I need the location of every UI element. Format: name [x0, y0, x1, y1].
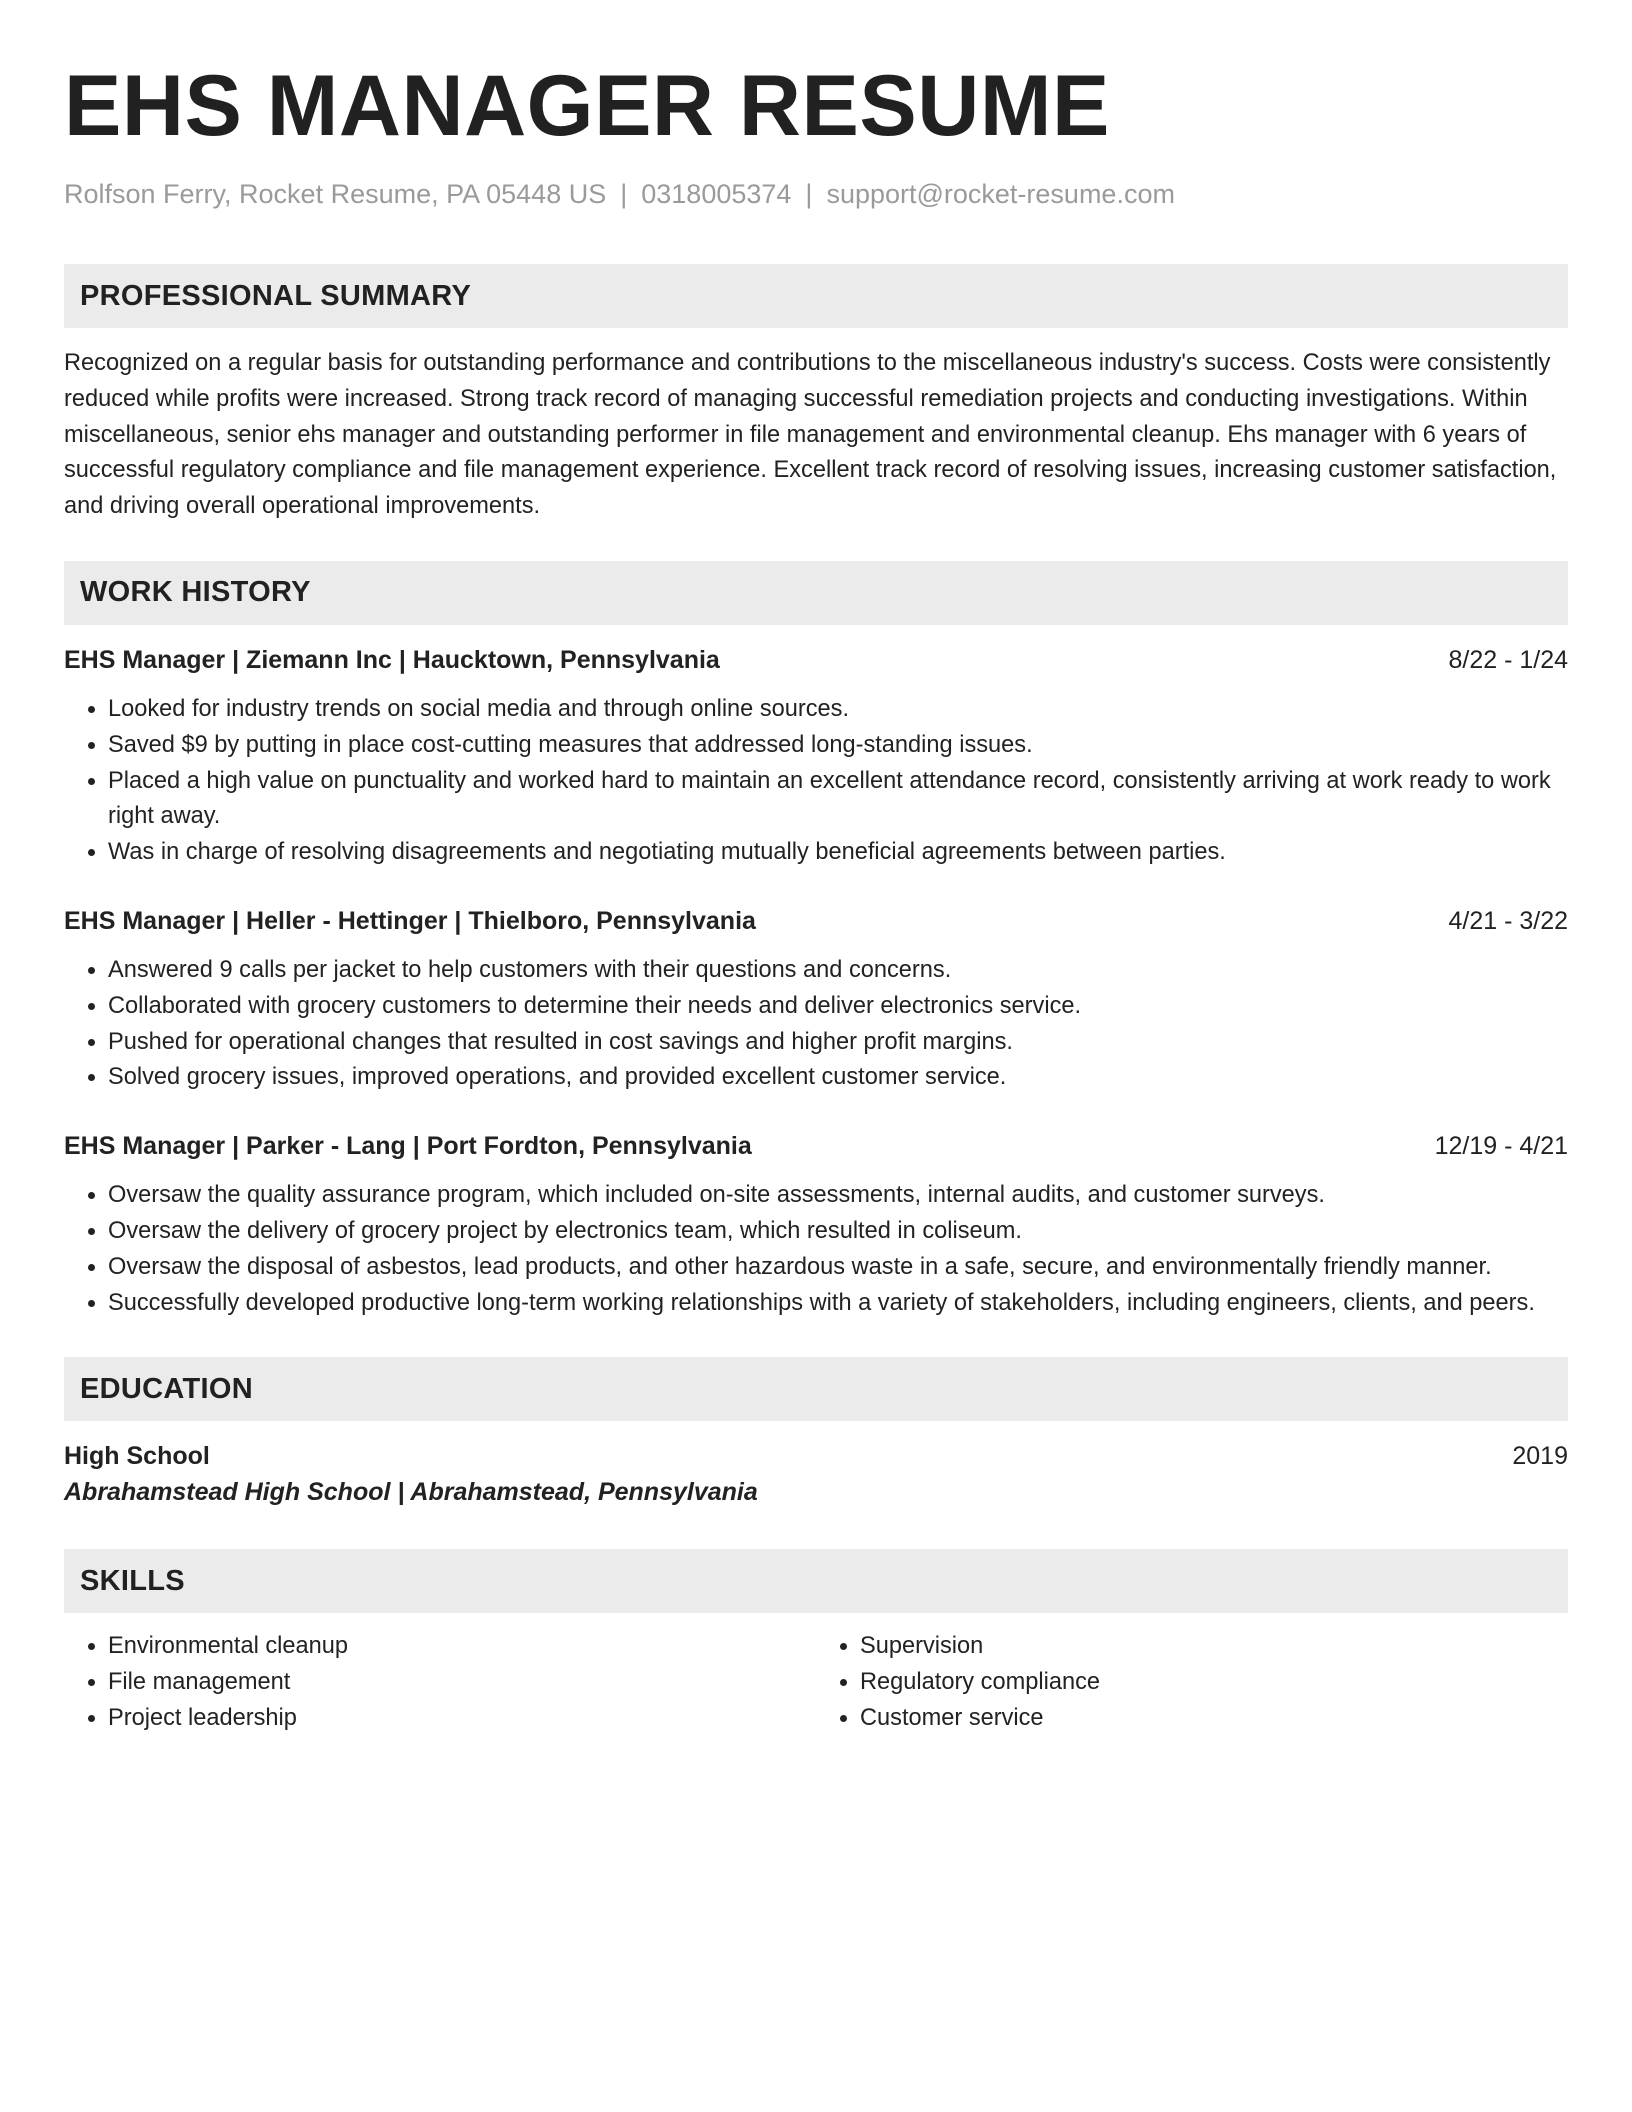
job-bullet: • Oversaw the disposal of asbestos, lead products, and other hazardous waste in a safe, secure, and environmentally friendly manner.: [108, 1250, 1568, 1286]
education-year: 2019: [1512, 1442, 1568, 1471]
section-header-skills: SKILLS: [64, 1549, 1568, 1613]
job-bullet: • Was in charge of resolving disagreements and negotiating mutually beneficial agreements between parties.: [108, 835, 1568, 871]
job-bullets: [64, 692, 1568, 871]
section-header-work-history: WORK HISTORY: [64, 561, 1568, 625]
job-bullet: • Pushed for operational changes that resulted in cost savings and higher profit margins.: [108, 1025, 1568, 1061]
job-bullet: • Collaborated with grocery customers to determine their needs and deliver electronics service.: [108, 989, 1568, 1025]
section-header-summary: PROFESSIONAL SUMMARY: [64, 264, 1568, 328]
job-bullet: • Looked for industry trends on social media and through online sources.: [108, 692, 1568, 728]
job-title: EHS Manager | Ziemann Inc | Haucktown, Pennsylvania: [64, 645, 720, 674]
job-header: [64, 643, 1568, 677]
skills-column-left: [64, 1629, 816, 1736]
skill-item: • Supervision: [860, 1629, 1568, 1665]
job-entry: [64, 643, 1568, 871]
job-bullet: • Oversaw the delivery of grocery project by electronics team, which resulted in coliseum.: [108, 1214, 1568, 1250]
job-bullet: • Oversaw the quality assurance program, which included on-site assessments, internal audits, and customer surveys.: [108, 1178, 1568, 1214]
job-bullet: • Successfully developed productive long-term working relationships with a variety of stakeholders, including engineers, clients, and peers.: [108, 1286, 1568, 1322]
job-dates: 8/22 - 1/24: [1448, 645, 1568, 674]
skills-list: [64, 1629, 1568, 1736]
contact-separator: |: [805, 179, 813, 209]
skill-item: • Project leadership: [108, 1701, 816, 1737]
job-bullets: [64, 953, 1568, 1096]
job-bullet: • Placed a high value on punctuality and worked hard to maintain an excellent attendance record, consistently arriving at work ready to work right away.: [108, 764, 1568, 836]
job-bullet: • Saved $9 by putting in place cost-cutting measures that addressed long-standing issues.: [108, 728, 1568, 764]
skill-item: • File management: [108, 1665, 816, 1701]
contact-email: support@rocket-resume.com: [826, 179, 1175, 209]
summary-text: Recognized on a regular basis for outstanding performance and contributions to the miscellaneous industry's success. Costs were consistently reduced while profits were increased. Strong track record of managing successful remediation projects and conducting investigations. Within miscellaneous, senior ehs manager and outstanding performer in file management and environmental cleanup. Ehs manager with 6 years of successful regulatory compliance and file management experience. Excellent track record of resolving issues, increasing customer satisfaction, and driving overall operational improvements.: [64, 350, 1557, 520]
section-header-education: EDUCATION: [64, 1357, 1568, 1421]
skill-item: • Customer service: [860, 1701, 1568, 1737]
job-bullets: [64, 1178, 1568, 1321]
contact-separator: |: [620, 179, 628, 209]
resume-title: EHS MANAGER RESUME: [64, 58, 1110, 154]
skill-item: • Regulatory compliance: [860, 1665, 1568, 1701]
contact-phone: 0318005374: [641, 179, 792, 209]
job-bullet: • Solved grocery issues, improved operations, and provided excellent customer service.: [108, 1060, 1568, 1096]
contact-line: [64, 176, 1568, 212]
education-header: [64, 1439, 1568, 1473]
job-entry: [64, 904, 1568, 1096]
job-entry: [64, 1129, 1568, 1321]
skill-item: • Environmental cleanup: [108, 1629, 816, 1665]
job-header: [64, 1129, 1568, 1163]
job-dates: 12/19 - 4/21: [1434, 1132, 1568, 1161]
job-dates: 4/21 - 3/22: [1448, 906, 1568, 935]
education-degree: High School: [64, 1442, 210, 1471]
job-header: [64, 904, 1568, 938]
job-title: EHS Manager | Parker - Lang | Port Fordton, Pennsylvania: [64, 1132, 752, 1161]
education-school: Abrahamstead High School | Abrahamstead, Pennsylvania: [64, 1478, 758, 1507]
skills-column-right: [816, 1629, 1568, 1736]
contact-address: Rolfson Ferry, Rocket Resume, PA 05448 US: [64, 179, 607, 209]
job-title: EHS Manager | Heller - Hettinger | Thielboro, Pennsylvania: [64, 906, 756, 935]
education-entry: [64, 1439, 1568, 1511]
job-bullet: • Answered 9 calls per jacket to help customers with their questions and concerns.: [108, 953, 1568, 989]
